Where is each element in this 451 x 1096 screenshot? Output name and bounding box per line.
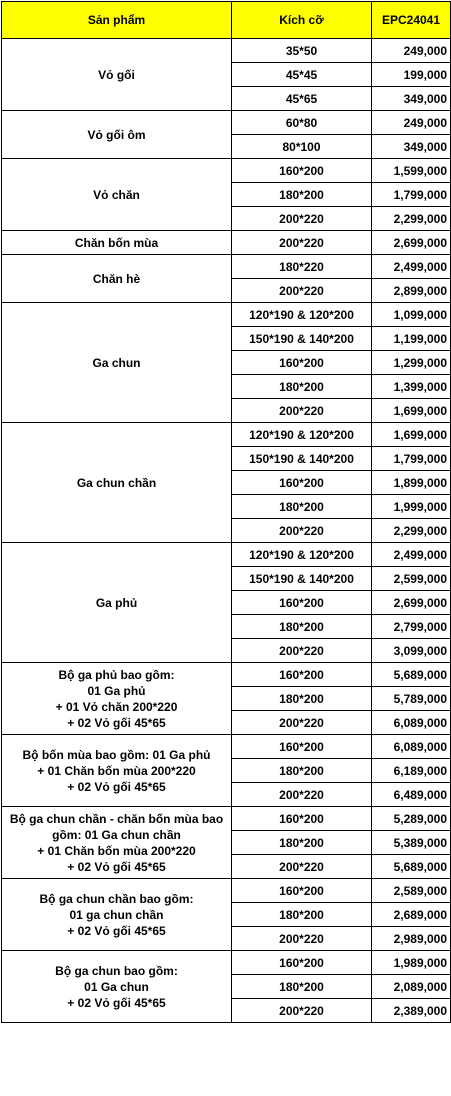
price-cell: 5,689,000 — [372, 855, 451, 879]
size-cell: 180*200 — [232, 831, 372, 855]
price-cell: 1,699,000 — [372, 423, 451, 447]
price-cell: 2,299,000 — [372, 519, 451, 543]
price-cell: 1,799,000 — [372, 183, 451, 207]
price-cell: 349,000 — [372, 87, 451, 111]
price-cell: 349,000 — [372, 135, 451, 159]
table-row — [2, 735, 451, 759]
price-cell: 1,989,000 — [372, 951, 451, 975]
size-cell: 180*200 — [232, 687, 372, 711]
price-cell: 2,089,000 — [372, 975, 451, 999]
table-row — [2, 951, 451, 975]
price-cell: 2,899,000 — [372, 279, 451, 303]
price-table — [1, 1, 451, 1023]
price-cell: 1,199,000 — [372, 327, 451, 351]
price-cell: 3,099,000 — [372, 639, 451, 663]
price-cell: 2,299,000 — [372, 207, 451, 231]
product-name-line: Vỏ gối — [98, 67, 135, 82]
product-cell — [2, 951, 232, 1023]
table-header — [2, 2, 451, 39]
table-row — [2, 39, 451, 63]
price-cell: 2,589,000 — [372, 879, 451, 903]
price-cell: 6,489,000 — [372, 783, 451, 807]
product-cell — [2, 879, 232, 951]
product-cell — [2, 159, 232, 231]
table-row — [2, 111, 451, 135]
product-cell — [2, 39, 232, 111]
header-size: Kích cỡ — [232, 2, 372, 39]
product-name-line: 01 ga chun chần — [69, 907, 164, 922]
price-cell: 2,699,000 — [372, 591, 451, 615]
table-row — [2, 423, 451, 447]
price-cell: 5,689,000 — [372, 663, 451, 687]
size-cell: 150*190 & 140*200 — [232, 567, 372, 591]
product-name-line: 01 Ga chun — [84, 979, 149, 994]
size-cell: 160*200 — [232, 735, 372, 759]
size-cell: 180*200 — [232, 903, 372, 927]
price-cell: 249,000 — [372, 39, 451, 63]
product-cell — [2, 663, 232, 735]
table-row — [2, 879, 451, 903]
table-row — [2, 807, 451, 831]
product-cell — [2, 111, 232, 159]
product-cell — [2, 543, 232, 663]
product-name-line: + 01 Chăn bốn mùa 200*220 — [37, 843, 196, 858]
price-cell: 199,000 — [372, 63, 451, 87]
table-row — [2, 255, 451, 279]
size-cell: 150*190 & 140*200 — [232, 327, 372, 351]
product-name-line: Bộ ga chun bao gồm: — [55, 963, 178, 978]
price-cell: 1,799,000 — [372, 447, 451, 471]
product-name-line: Ga chun chần — [76, 475, 157, 490]
price-cell: 2,389,000 — [372, 999, 451, 1023]
size-cell: 180*200 — [232, 375, 372, 399]
price-cell: 5,389,000 — [372, 831, 451, 855]
size-cell: 180*200 — [232, 615, 372, 639]
product-name-line: Vỏ chăn — [93, 187, 140, 202]
price-cell: 2,599,000 — [372, 567, 451, 591]
size-cell: 200*220 — [232, 639, 372, 663]
size-cell: 160*200 — [232, 351, 372, 375]
size-cell: 120*190 & 120*200 — [232, 303, 372, 327]
price-cell: 1,399,000 — [372, 375, 451, 399]
product-name-line: + 01 Vỏ chăn 200*220 — [55, 699, 178, 714]
table-body — [2, 39, 451, 1023]
price-cell: 6,089,000 — [372, 735, 451, 759]
size-cell: 160*200 — [232, 879, 372, 903]
product-name-line: + 02 Vỏ gối 45*65 — [67, 995, 166, 1010]
product-name-line: Chăn hè — [92, 271, 141, 286]
size-cell: 120*190 & 120*200 — [232, 423, 372, 447]
size-cell: 35*50 — [232, 39, 372, 63]
price-cell: 1,699,000 — [372, 399, 451, 423]
table-row — [2, 159, 451, 183]
product-cell — [2, 735, 232, 807]
table-row — [2, 663, 451, 687]
product-name-line: + 02 Vỏ gối 45*65 — [67, 859, 166, 874]
product-name-line: Vỏ gối ôm — [87, 127, 146, 142]
product-cell — [2, 423, 232, 543]
size-cell: 180*200 — [232, 759, 372, 783]
size-cell: 160*200 — [232, 591, 372, 615]
price-cell: 2,799,000 — [372, 615, 451, 639]
product-cell — [2, 255, 232, 303]
product-name-line: Bộ bốn mùa bao gồm: 01 Ga phủ — [22, 747, 211, 762]
size-cell: 200*220 — [232, 855, 372, 879]
table-row — [2, 543, 451, 567]
size-cell: 200*220 — [232, 519, 372, 543]
product-name-line: + 02 Vỏ gối 45*65 — [67, 715, 166, 730]
product-name-line: Ga phủ — [95, 595, 138, 610]
product-name-line: Bộ ga chun chần - chăn bốn mùa bao — [9, 811, 224, 826]
size-cell: 180*200 — [232, 975, 372, 999]
price-cell: 2,699,000 — [372, 231, 451, 255]
product-name-line: Bộ ga phủ bao gồm: — [58, 667, 175, 682]
price-cell: 1,099,000 — [372, 303, 451, 327]
price-cell: 6,189,000 — [372, 759, 451, 783]
header-product: Sản phẩm — [2, 2, 232, 39]
table-row — [2, 231, 451, 255]
size-cell: 200*220 — [232, 207, 372, 231]
product-name-line: 01 Ga phủ — [87, 683, 146, 698]
header-code: EPC24041 — [372, 2, 451, 39]
product-cell — [2, 303, 232, 423]
size-cell: 180*200 — [232, 183, 372, 207]
price-cell: 1,599,000 — [372, 159, 451, 183]
size-cell: 120*190 & 120*200 — [232, 543, 372, 567]
size-cell: 200*220 — [232, 927, 372, 951]
product-cell — [2, 231, 232, 255]
size-cell: 160*200 — [232, 951, 372, 975]
header-row — [2, 2, 451, 39]
product-name-line: + 02 Vỏ gối 45*65 — [67, 923, 166, 938]
size-cell: 160*200 — [232, 807, 372, 831]
size-cell: 45*45 — [232, 63, 372, 87]
price-cell: 5,789,000 — [372, 687, 451, 711]
product-name-line: + 02 Vỏ gối 45*65 — [67, 779, 166, 794]
product-cell — [2, 807, 232, 879]
price-cell: 2,689,000 — [372, 903, 451, 927]
table-row — [2, 303, 451, 327]
product-name-line: gồm: 01 Ga chun chần — [52, 827, 181, 842]
price-cell: 6,089,000 — [372, 711, 451, 735]
size-cell: 150*190 & 140*200 — [232, 447, 372, 471]
price-cell: 1,299,000 — [372, 351, 451, 375]
price-cell: 5,289,000 — [372, 807, 451, 831]
size-cell: 160*200 — [232, 159, 372, 183]
price-cell: 249,000 — [372, 111, 451, 135]
size-cell: 200*220 — [232, 279, 372, 303]
size-cell: 160*200 — [232, 471, 372, 495]
size-cell: 200*220 — [232, 231, 372, 255]
size-cell: 200*220 — [232, 999, 372, 1023]
size-cell: 60*80 — [232, 111, 372, 135]
size-cell: 80*100 — [232, 135, 372, 159]
product-name-line: Bộ ga chun chần bao gồm: — [39, 891, 194, 906]
size-cell: 160*200 — [232, 663, 372, 687]
size-cell: 200*220 — [232, 711, 372, 735]
product-name-line: + 01 Chăn bốn mùa 200*220 — [37, 763, 196, 778]
size-cell: 180*200 — [232, 495, 372, 519]
size-cell: 45*65 — [232, 87, 372, 111]
size-cell: 180*220 — [232, 255, 372, 279]
price-cell: 2,499,000 — [372, 255, 451, 279]
product-name-line: Ga chun — [92, 355, 141, 370]
size-cell: 200*220 — [232, 783, 372, 807]
price-cell: 1,899,000 — [372, 471, 451, 495]
price-cell: 1,999,000 — [372, 495, 451, 519]
size-cell: 200*220 — [232, 399, 372, 423]
price-cell: 2,499,000 — [372, 543, 451, 567]
price-cell: 2,989,000 — [372, 927, 451, 951]
product-name-line: Chăn bốn mùa — [74, 235, 159, 250]
